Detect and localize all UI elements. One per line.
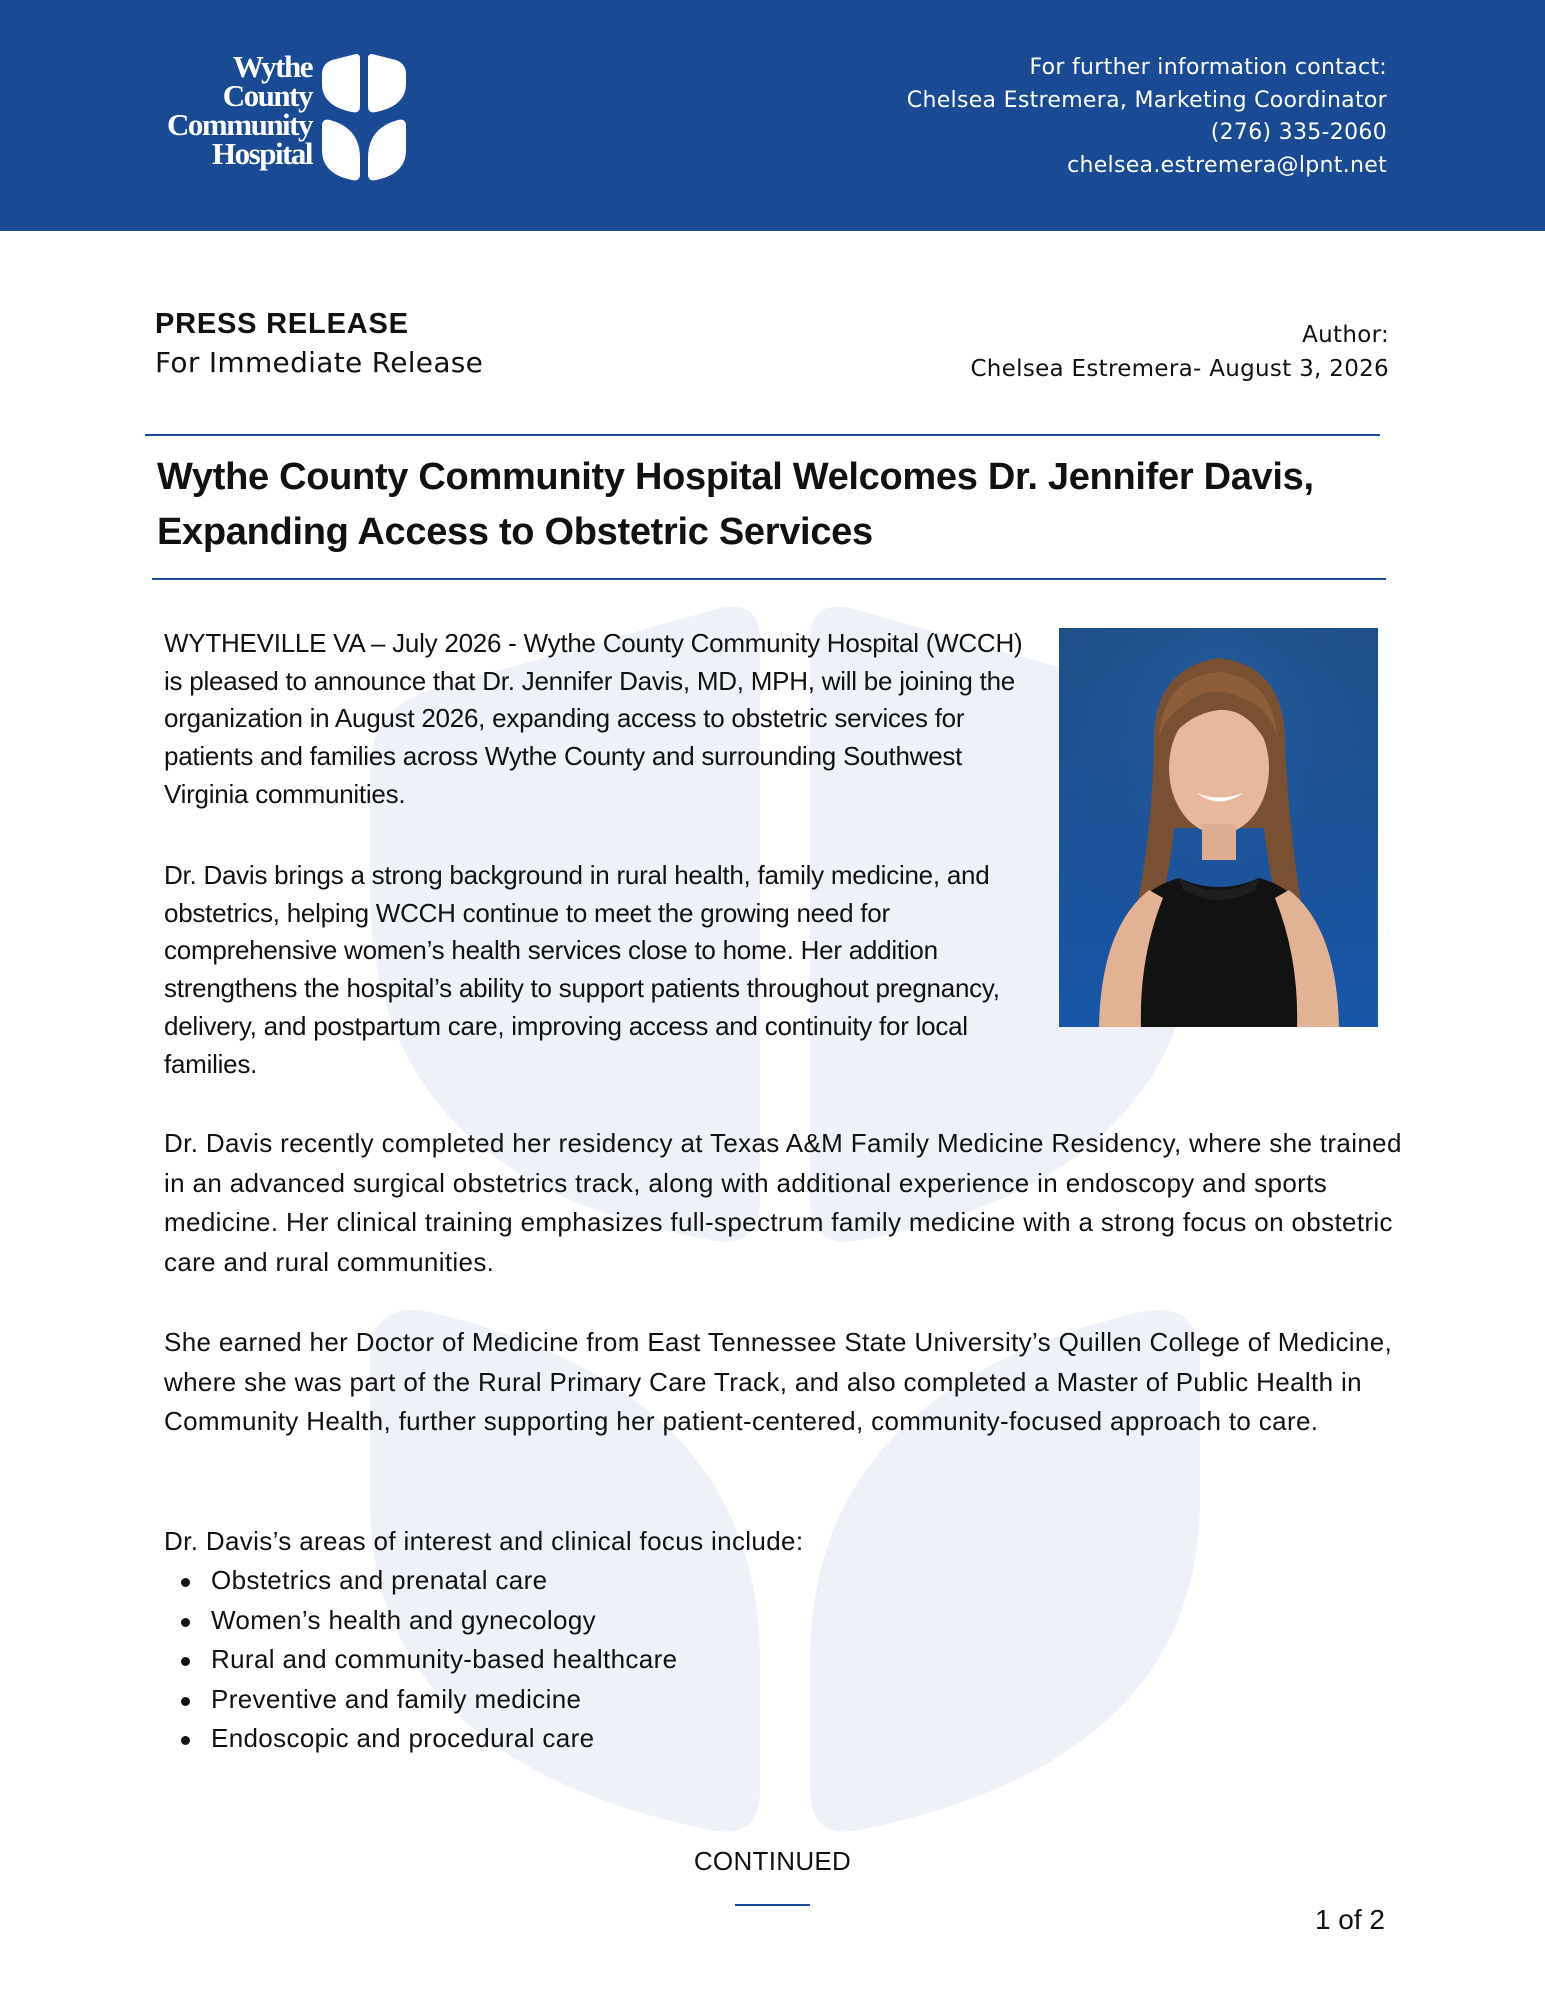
headline-line: Wythe County Community Hospital Welcomes Dr. Jennifer Davis,	[157, 456, 1314, 498]
portrait-photo	[1059, 628, 1378, 1027]
contact-email[interactable]: chelsea.estremera@lpnt.net	[1067, 152, 1387, 178]
paragraph: She earned her Doctor of Medicine from East Tennessee State University’s Quillen College of Medicine, where she was part of the Rural Primary Care Track, and also completed a Master of Public Health in Community Health, further supporting her patient-centered, community-focused approach to care.	[164, 1327, 1393, 1436]
leaf-logo-icon	[318, 54, 410, 182]
contact-label: For further information contact:	[1029, 55, 1387, 80]
logo-line: Wythe	[232, 49, 312, 84]
press-release-title: PRESS RELEASE	[155, 308, 409, 340]
headline	[157, 450, 1417, 560]
release-block	[155, 304, 483, 382]
headline-line: Expanding Access to Obstetric Services	[157, 511, 873, 553]
logo-line: County	[222, 78, 312, 113]
logo-line: Hospital	[212, 136, 312, 171]
author-block	[970, 318, 1389, 386]
interests-intro: Dr. Davis’s areas of interest and clinical focus include:	[164, 1526, 804, 1556]
author-label: Author:	[1302, 322, 1389, 348]
paragraph: Dr. Davis recently completed her residency at Texas A&M Family Medicine Residency, where she trained in an advanced surgical obstetrics track, along with additional experience in endoscopy and sports medicine. Her clinical training emphasizes full-spectrum family medicine with a strong focus on obstetric care and rural communities.	[164, 1128, 1402, 1277]
header-band	[0, 0, 1545, 231]
divider-bottom	[152, 578, 1386, 580]
list-item: Women’s health and gynecology	[164, 1601, 677, 1641]
list-item: Rural and community-based healthcare	[164, 1640, 677, 1680]
divider-short	[735, 1904, 810, 1906]
author-byline: Chelsea Estremera- August 3, 2026	[970, 356, 1389, 382]
list-item: Endoscopic and procedural care	[164, 1719, 677, 1759]
divider-top	[145, 434, 1380, 436]
logo-line: Community	[167, 107, 312, 142]
list-item: Preventive and family medicine	[164, 1680, 677, 1720]
page-number: 1 of 2	[1314, 1904, 1385, 1935]
hospital-logo	[150, 50, 410, 190]
paragraph: WYTHEVILLE VA – July 2026 - Wythe County Community Hospital (WCCH) is pleased to announce that Dr. Jennifer Davis, MD, MPH, will be joining the organization in August 2026, expanding access to obstetric services for patients and families across Wythe County and surrounding Southwest Virginia communities.	[164, 628, 1023, 809]
contact-phone: (276) 335-2060	[1210, 120, 1387, 145]
list-item: Obstetrics and prenatal care	[164, 1561, 677, 1601]
paragraph: Dr. Davis brings a strong background in rural health, family medicine, and obstetrics, helping WCCH continue to meet the growing need for comprehensive women’s health services close to home. Her addition strengthens the hospital’s ability to support patients throughout pregnancy, delivery, and postpartum care, improving access and continuity for local families.	[164, 860, 1000, 1079]
contact-info	[907, 52, 1387, 182]
contact-name-title: Chelsea Estremera, Marketing Coordinator	[906, 87, 1387, 113]
portrait-image	[1059, 628, 1378, 1027]
continued-label: CONTINUED	[693, 1846, 852, 1876]
interests-list	[164, 1561, 677, 1759]
logo-wordmark	[150, 49, 312, 171]
release-subtitle: For Immediate Release	[155, 346, 484, 379]
